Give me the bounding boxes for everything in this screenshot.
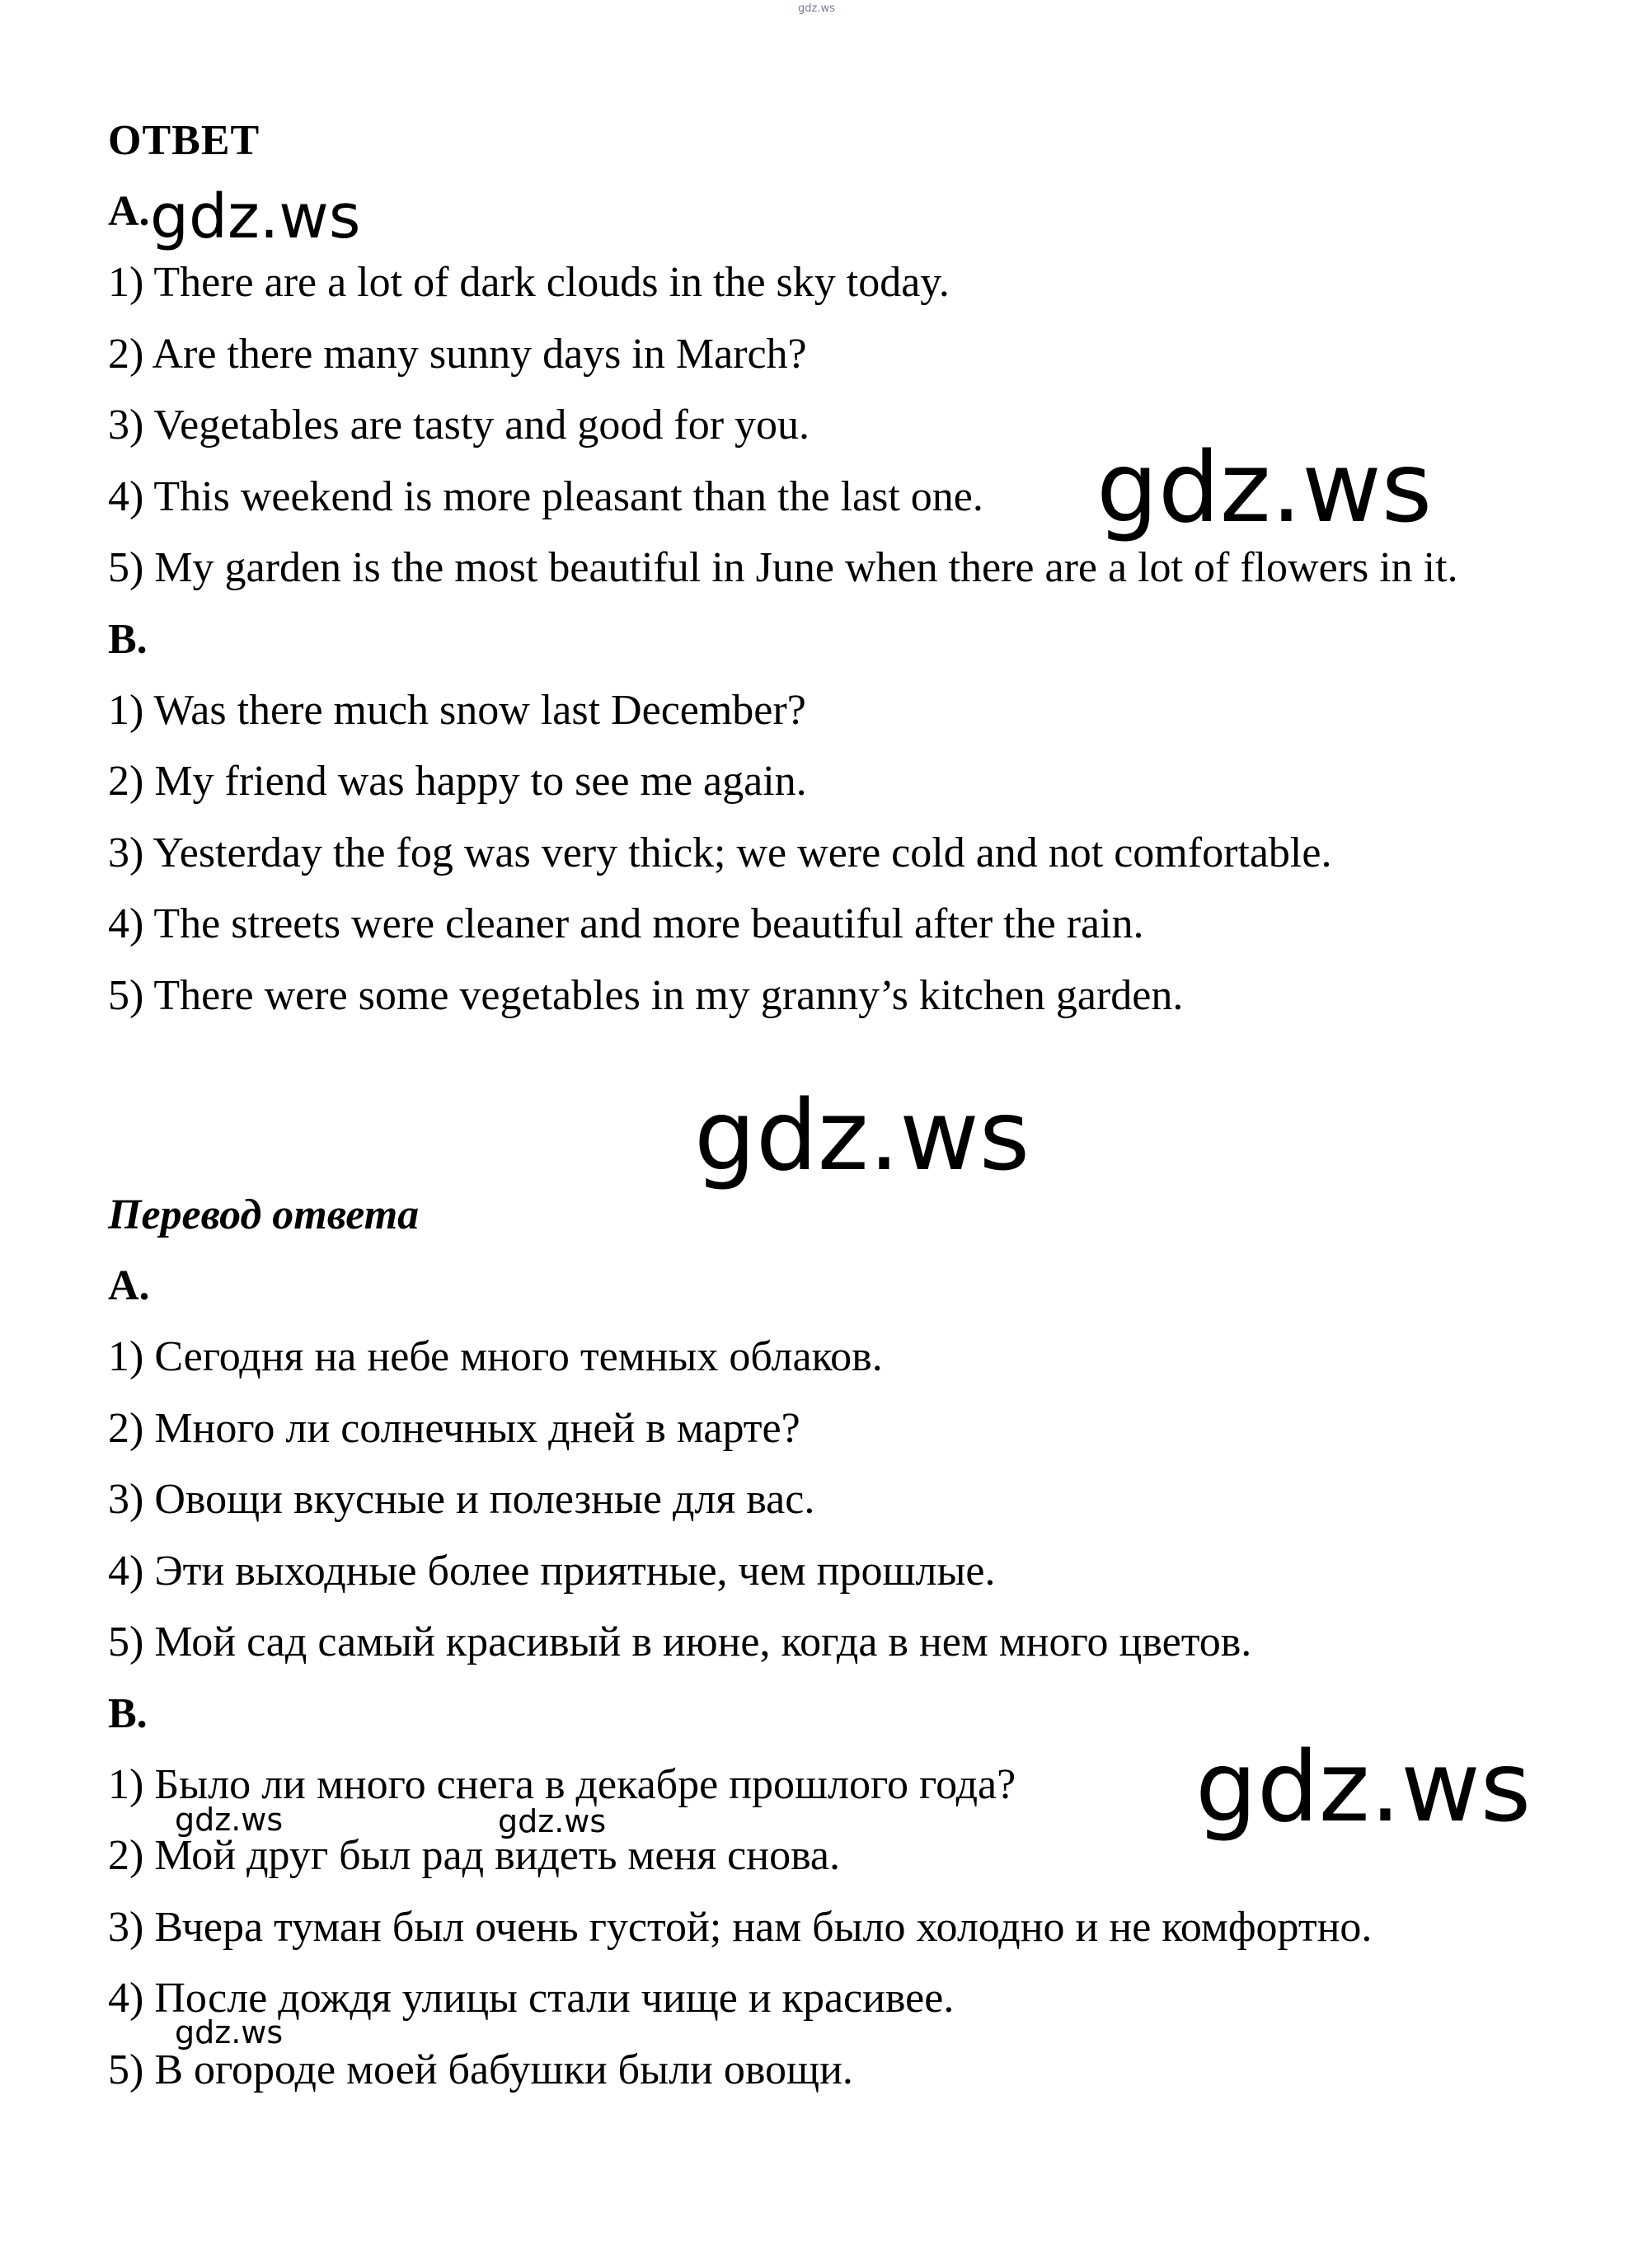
watermark-3: gdz.ws — [694, 1078, 1030, 1192]
translation-a-item-5: 5) Мой сад самый красивый в июне, когда в нем много цветов. — [108, 1618, 1252, 1665]
answer-section-a-label: А. — [108, 188, 150, 235]
answer-b-item-4: 4) The streets were cleaner and more beautiful after the rain. — [108, 900, 1144, 947]
translation-a-item-2: 2) Много ли солнечных дней в марте? — [108, 1404, 800, 1452]
watermark-top: gdz.ws — [798, 2, 835, 15]
watermark-2: gdz.ws — [1096, 430, 1433, 544]
translation-title: Перевод ответа — [108, 1191, 420, 1238]
translation-b-item-5: 5) В огороде моей бабушки были овощи. — [108, 2046, 853, 2093]
watermark-1: gdz.ws — [150, 181, 361, 252]
translation-a-item-1: 1) Сегодня на небе много темных облаков. — [108, 1333, 883, 1380]
answer-section-b-label: В. — [108, 615, 148, 663]
answer-a-item-5: 5) My garden is the most beautiful in June when there are a lot of flowers in it. — [108, 544, 1458, 591]
translation-b-item-2: 2) Мой друг был рад видеть меня снова. — [108, 1832, 841, 1879]
answer-a-item-3: 3) Vegetables are tasty and good for you. — [108, 402, 810, 449]
answer-a-item-2: 2) Are there many sunny days in March? — [108, 330, 807, 378]
answer-b-item-5: 5) There were some vegetables in my granny’s kitchen garden. — [108, 971, 1184, 1019]
watermark-4: gdz.ws — [1195, 1730, 1532, 1844]
translation-section-b-label: В. — [108, 1689, 148, 1737]
watermark-7: gdz.ws — [175, 2014, 284, 2051]
translation-block — [108, 1180, 1575, 2106]
translation-a-item-3: 3) Овощи вкусные и полезные для вас. — [108, 1476, 815, 1523]
translation-section-a-label: А. — [108, 1262, 150, 1309]
watermark-5: gdz.ws — [175, 1802, 284, 1838]
answer-b-item-3: 3) Yesterday the fog was very thick; we were cold and not comfortable. — [108, 829, 1332, 876]
translation-a-item-4: 4) Эти выходные более приятные, чем прошлые. — [108, 1547, 996, 1595]
answer-title: ОТВЕТ — [108, 117, 260, 164]
translation-b-item-3: 3) Вчера туман был очень густой; нам было холодно и не комфортно. — [108, 1903, 1373, 1951]
answer-a-item-1: 1) There are a lot of dark clouds in the sky today. — [108, 259, 950, 306]
answer-a-item-4: 4) This weekend is more pleasant than the last one. — [108, 472, 983, 520]
answer-b-item-2: 2) My friend was happy to see me again. — [108, 758, 807, 805]
answer-b-item-1: 1) Was there much snow last December? — [108, 686, 806, 734]
translation-b-item-4: 4) После дождя улицы стали чище и красивее. — [108, 1975, 955, 2022]
watermark-6: gdz.ws — [498, 1803, 607, 1839]
translation-b-item-1: 1) Было ли много снега в декабре прошлого года? — [108, 1760, 1016, 1808]
